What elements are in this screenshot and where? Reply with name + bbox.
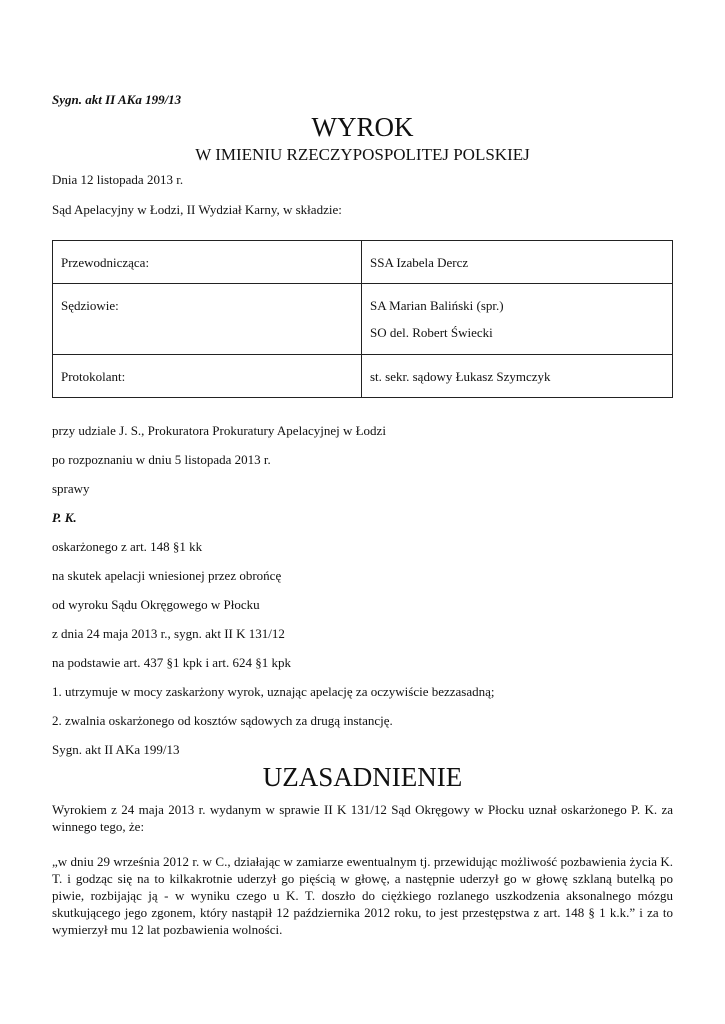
case-number-header: Sygn. akt II AKa 199/13: [52, 92, 182, 107]
document-subtitle: W IMIENIU RZECZYPOSPOLITEJ POLSKIEJ: [195, 145, 530, 164]
case-label: sprawy: [52, 481, 90, 496]
bench-row-clerk: [53, 355, 673, 398]
judgment-date: Dnia 12 listopada 2013 r.: [52, 172, 184, 187]
appeal-line: na skutek apelacji wniesionej przez obrońcę: [52, 568, 282, 583]
bench-table: [52, 240, 673, 398]
justification-title: UZASADNIENIE: [262, 762, 463, 792]
document-title: WYROK: [311, 112, 414, 142]
justification-paragraph-1: Wyrokiem z 24 maja 2013 r. wydanym w sprawie II K 131/12 Sąd Okręgowy w Płocku uznał oskarżonego P. K. za winnego tego, że:: [52, 802, 673, 834]
justification-paragraph-2: „w dniu 29 września 2012 r. w C., działając w zamiarze ewentualnym tj. przewidując możliwość pozbawienia życia K. T. i godząc się na to kilkakrotnie uderzył go pięścią w głowę, a następnie uderzył go w głowę szklaną butelką po piwie, rozbijając ją - w wyniku czego u K. T. doszło do ciężkiego rozlanego uszkodzenia aksonalnego mózgu skutkującego jego zgonem, który nastąpił 12 października 2012 roku, to jest przestępstwa z art. 148 § 1 k.k.” i za to wymierzył mu 12 lat pozbawienia wolności.: [52, 854, 673, 937]
lower-court-line: od wyroku Sądu Okręgowego w Płocku: [52, 597, 260, 612]
defendant-name: P. K.: [52, 510, 77, 525]
bench-name: st. sekr. sądowy Łukasz Szymczyk: [370, 369, 551, 384]
charge-line: oskarżonego z art. 148 §1 kk: [52, 539, 203, 554]
ruling-item-1: 1. utrzymuje w mocy zaskarżony wyrok, uznając apelację za oczywiście bezzasadną;: [52, 684, 495, 699]
examination-date-line: po rozpoznaniu w dniu 5 listopada 2013 r.: [52, 452, 271, 467]
bench-name: SA Marian Baliński (spr.): [370, 298, 504, 313]
bench-name: SSA Izabela Dercz: [370, 255, 469, 270]
bench-row-presiding: [53, 241, 673, 284]
ruling-item-2: 2. zwalnia oskarżonego od kosztów sądowych za drugą instancję.: [52, 713, 393, 728]
bench-role: Przewodnicząca:: [61, 255, 150, 270]
prosecutor-line: przy udziale J. S., Prokuratora Prokuratury Apelacyjnej w Łodzi: [52, 423, 386, 438]
bench-row-judges: [53, 284, 673, 355]
case-number-footer: Sygn. akt II AKa 199/13: [52, 742, 180, 757]
court-composition-intro: Sąd Apelacyjny w Łodzi, II Wydział Karny, w składzie:: [52, 202, 342, 217]
legal-basis-line: na podstawie art. 437 §1 kpk i art. 624 §1 kpk: [52, 655, 292, 670]
bench-role: Sędziowie:: [61, 298, 119, 313]
bench-role: Protokolant:: [61, 369, 126, 384]
bench-name: SO del. Robert Świecki: [370, 325, 493, 340]
lower-judgment-line: z dnia 24 maja 2013 r., sygn. akt II K 131/12: [52, 626, 285, 641]
